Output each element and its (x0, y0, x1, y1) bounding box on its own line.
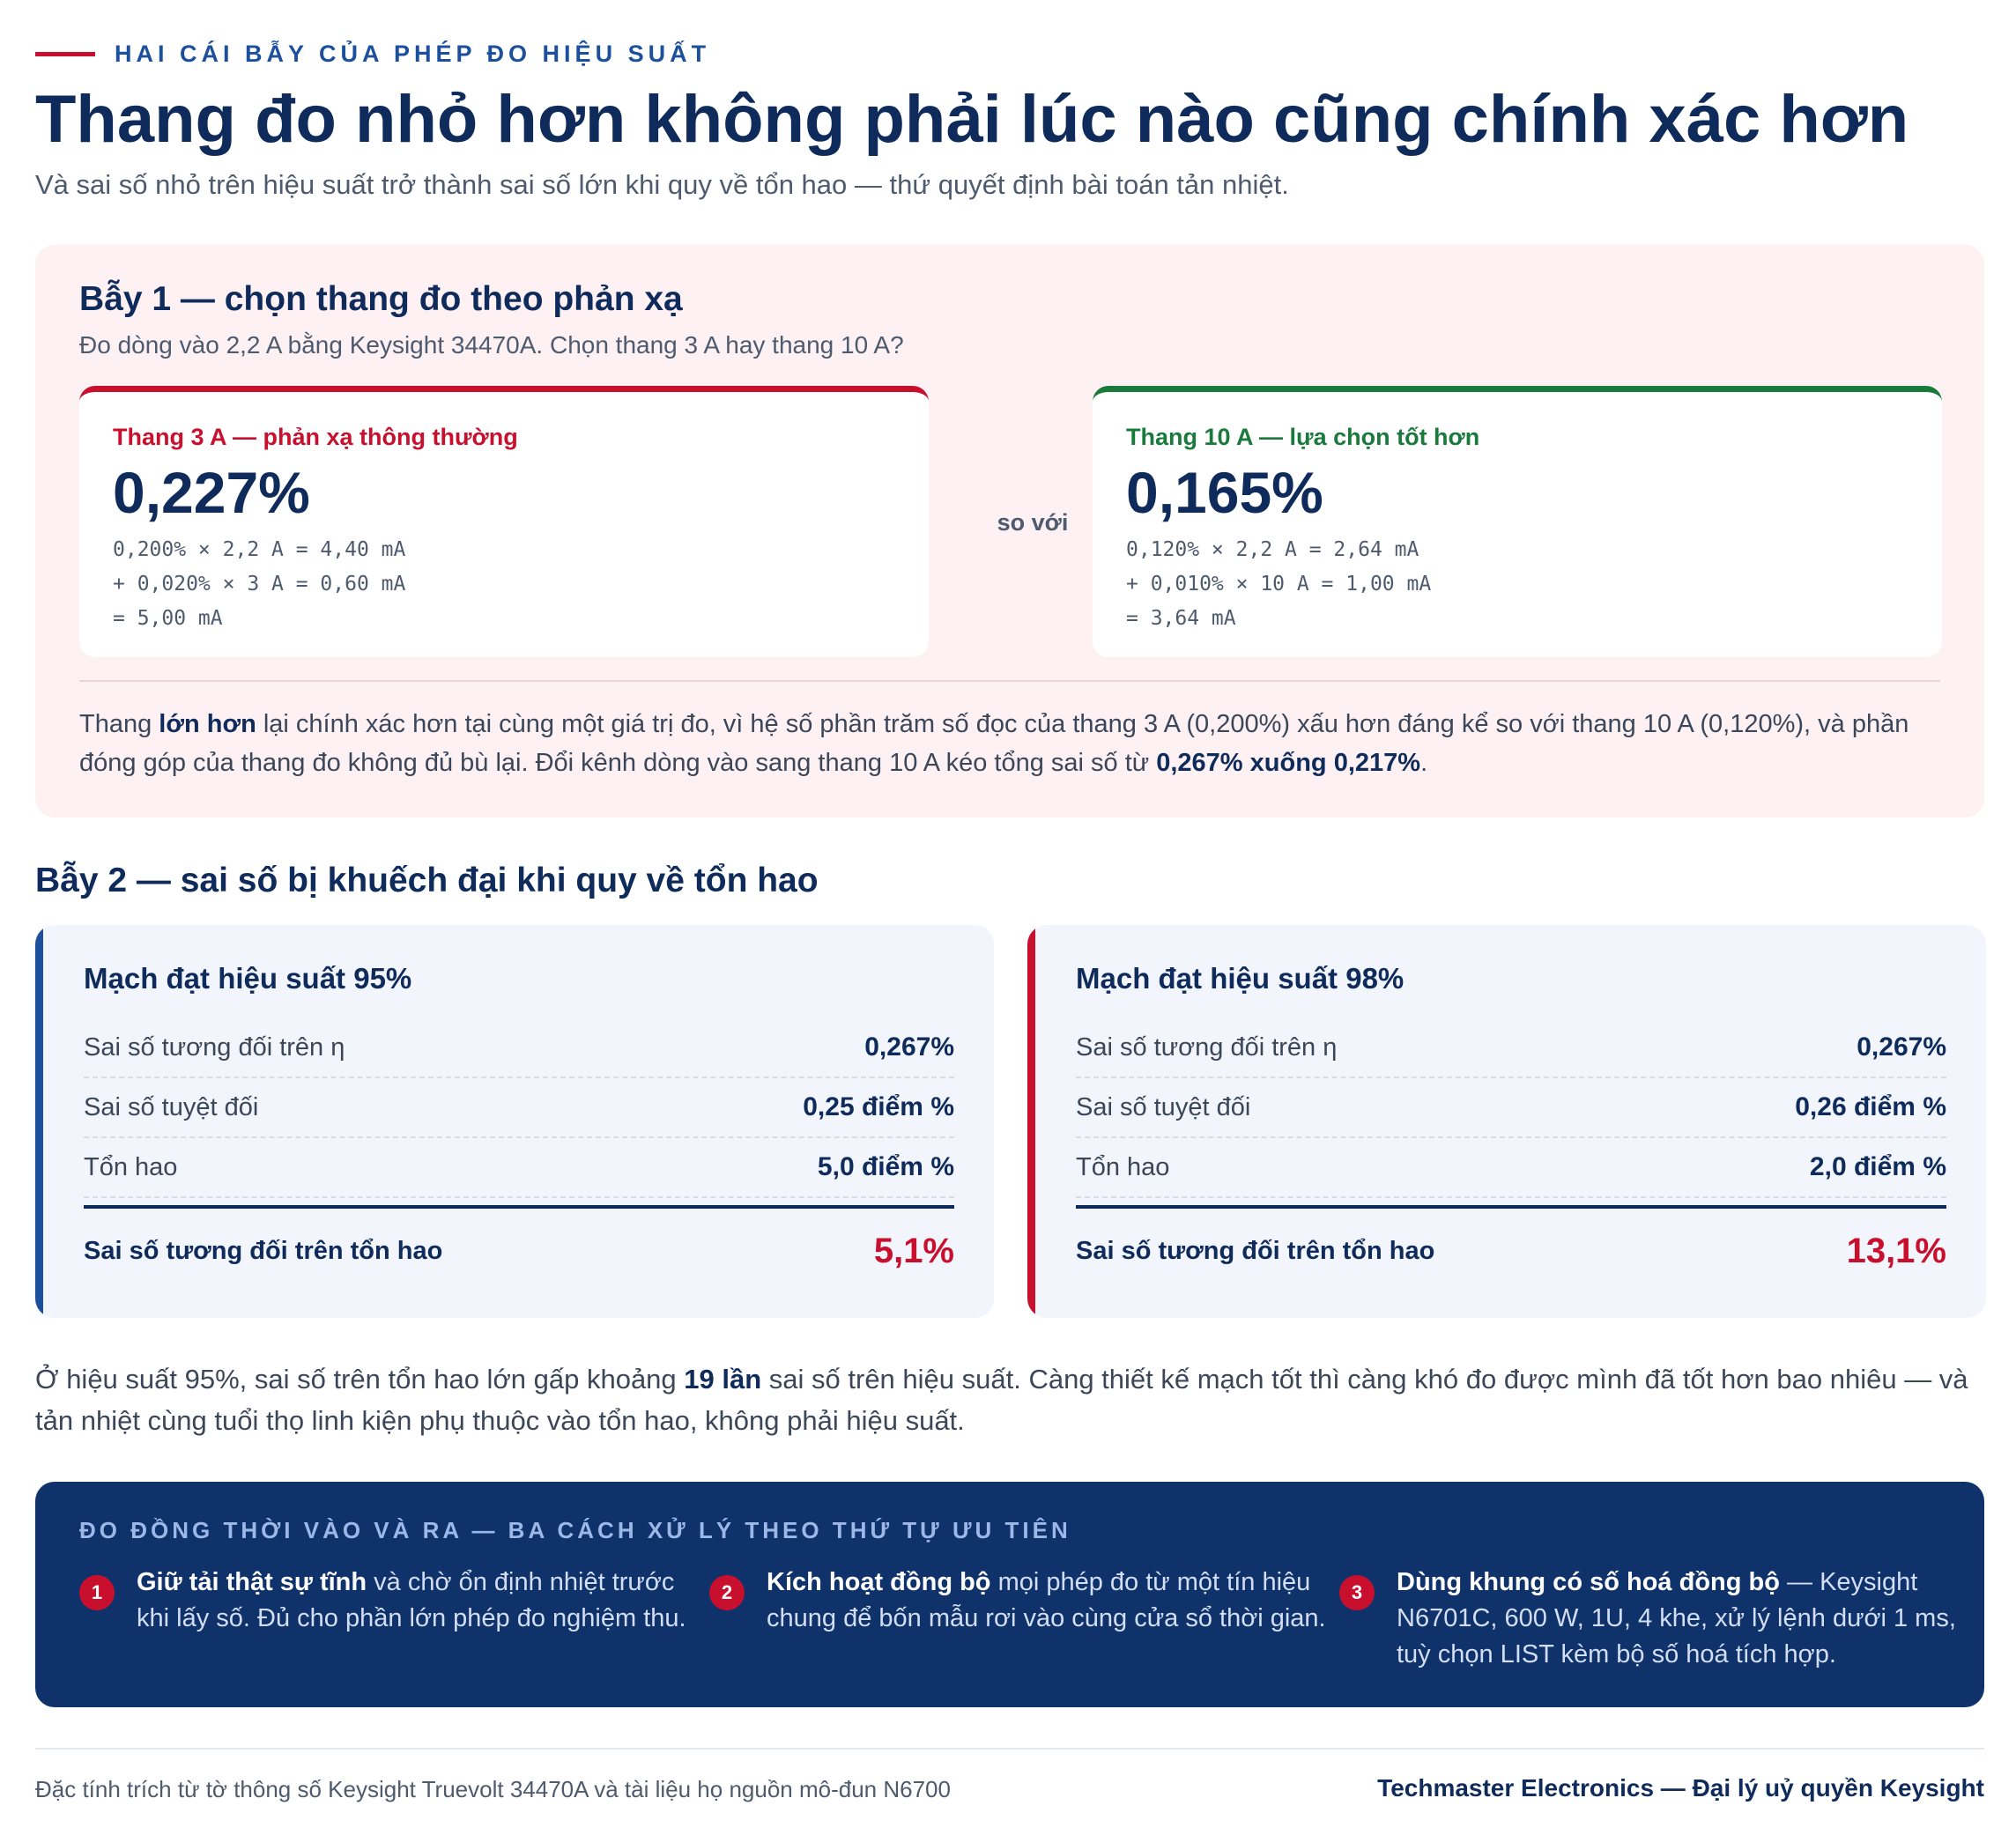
total-value: 5,1% (873, 1231, 954, 1270)
emphasis: 0,267% xuống 0,217% (1156, 749, 1421, 777)
total-separator (84, 1205, 954, 1209)
footer-source: Đặc tính trích từ tờ thông số Keysight Truevolt 34470A và tài liệu họ nguồn mô-đun N6700 (35, 1776, 951, 1802)
trap1-divider (79, 680, 1940, 682)
card-accent-edge (35, 925, 43, 1318)
efficiency-95-card (35, 925, 994, 1318)
page-subtitle: Và sai số nhỏ trên hiệu suất trở thành sai số lớn khi quy về tổn hao — thứ quyết định bài toán tản nhiệt. (35, 169, 1289, 200)
total-row: Sai số tương đối trên tổn hao 5,1% (84, 1231, 954, 1270)
summary-paragraph: Ở hiệu suất 95%, sai số trên tổn hao lớn gấp khoảng 19 lần sai số trên hiệu suất. Càng thiết kế mạch tốt thì càng khó đo được mình đã tốt hơn bao nhiêu — và tản nhiệt cùng tuổi thọ linh kiện phụ thuộc vào tổn hao, không phải hiệu suất. (35, 1364, 1968, 1436)
range-3a-calc-line: = 5,00 mA (113, 607, 223, 630)
step-number-badge: 1 (79, 1575, 115, 1610)
emphasis: 19 lần (684, 1364, 762, 1395)
eyebrow-accent-bar (35, 52, 95, 56)
range-10a-card (1093, 386, 1942, 657)
trap1-heading: Bẫy 1 — chọn thang đo theo phản xạ (79, 280, 683, 318)
step-text: Giữ tải thật sự tĩnh và chờ ổn định nhiệt trước khi lấy số. Đủ cho phần lớn phép đo nghiệm thu. (137, 1568, 686, 1632)
range-3a-calc-line: + 0,020% × 3 A = 0,60 mA (113, 573, 406, 596)
card-title: Mạch đạt hiệu suất 98% (1076, 962, 1405, 995)
emphasis: lớn hơn (159, 710, 256, 738)
range-10a-calc-line: 0,120% × 2,2 A = 2,64 mA (1126, 538, 1419, 561)
total-value: 13,1% (1846, 1231, 1946, 1270)
range-3a-card (79, 386, 929, 657)
step-number-badge: 2 (709, 1575, 745, 1610)
step-text: Dùng khung có số hoá đồng bộ — Keysight N6701C, 600 W, 1U, 4 khe, xử lý lệnh dưới 1 ms, tuỳ chọn LIST kèm bộ số hoá tích hợp. (1397, 1568, 1956, 1669)
footer-divider (35, 1748, 1984, 1750)
trap1-note: Thang lớn hơn lại chính xác hơn tại cùng một giá trị đo, vì hệ số phần trăm số đọc của thang 3 A (0,200%) xấu hơn đáng kể so với thang 10 A (0,120%), và phần đóng góp của thang đo không đủ bù lại. Đổi kênh dòng vào sang thang 10 A kéo tổng sai số từ 0,267% xuống 0,217%. (79, 710, 1909, 777)
range-10a-calc-line: = 3,64 mA (1126, 607, 1236, 630)
versus-label: so với (997, 509, 1069, 536)
trap2-heading: Bẫy 2 — sai số bị khuếch đại khi quy về tổn hao (35, 862, 819, 899)
total-separator (1076, 1205, 1946, 1209)
card-title: Mạch đạt hiệu suất 95% (84, 962, 412, 995)
step-text: Kích hoạt đồng bộ mọi phép đo từ một tín hiệu chung để bốn mẫu rơi vào cùng cửa sổ thời gian. (767, 1568, 1326, 1632)
table-row: Tổn hao 2,0 điểm % (1076, 1138, 1946, 1198)
footer-brand: Techmaster Electronics — Đại lý uỷ quyền Keysight (1377, 1774, 1984, 1802)
eyebrow (35, 39, 710, 69)
range-10a-label: Thang 10 A — lựa chọn tốt hơn (1126, 424, 1480, 450)
table-row: Tổn hao 5,0 điểm % (84, 1138, 954, 1198)
trap1-panel (35, 245, 1984, 818)
table-row: Sai số tương đối trên η 0,267% (84, 1018, 954, 1078)
step-number-badge: 3 (1339, 1575, 1375, 1610)
range-10a-value: 0,165% (1126, 460, 1323, 525)
range-3a-label: Thang 3 A — phản xạ thông thường (113, 424, 518, 450)
banner-heading: ĐO ĐỒNG THỜI VÀO VÀ RA — BA CÁCH XỬ LÝ THEO THỨ TỰ ƯU TIÊN (79, 1517, 1071, 1543)
table-row: Sai số tuyệt đối 0,25 điểm % (84, 1078, 954, 1138)
range-10a-calc-line: + 0,010% × 10 A = 1,00 mA (1126, 573, 1432, 596)
trap1-subheading: Đo dòng vào 2,2 A bằng Keysight 34470A. Chọn thang 3 A hay thang 10 A? (79, 331, 904, 359)
total-row: Sai số tương đối trên tổn hao 13,1% (1076, 1231, 1946, 1270)
table-row: Sai số tương đối trên η 0,267% (1076, 1018, 1946, 1078)
efficiency-98-card (1027, 925, 1986, 1318)
table-row: Sai số tuyệt đối 0,26 điểm % (1076, 1078, 1946, 1138)
range-3a-calc-line: 0,200% × 2,2 A = 4,40 mA (113, 538, 406, 561)
card-accent-edge (1027, 925, 1035, 1318)
range-3a-value: 0,227% (113, 460, 310, 525)
page-title: Thang đo nhỏ hơn không phải lúc nào cũng chính xác hơn (35, 82, 1909, 157)
eyebrow-text: HAI CÁI BẪY CỦA PHÉP ĐO HIỆU SUẤT (115, 40, 711, 67)
recommendation-banner (35, 1482, 1984, 1707)
